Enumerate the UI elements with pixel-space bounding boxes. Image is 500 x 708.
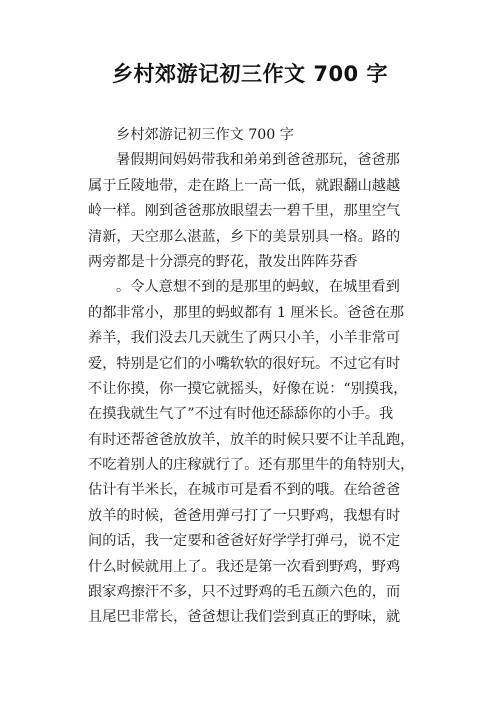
- paragraph-line: 且尾巴非常长，爸爸想让我们尝到真正的野味，就: [88, 609, 401, 626]
- document-title: 乡村郊游记初三作文 700 字: [112, 62, 388, 86]
- paragraph-line: 爱，特别是它们的小嘴软软的很好玩。不过它有时: [88, 355, 401, 372]
- paragraph-line: 岭一样。刚到爸爸那放眼望去一碧千里，那里空气: [88, 203, 401, 220]
- paragraph-line: 估计有半米长，在城市可是看不到的哦。在给爸爸: [88, 482, 401, 499]
- paragraph-line: 清新，天空那么湛蓝，乡下的美景别具一格。路的: [88, 228, 401, 245]
- subtitle-line: 乡村郊游记初三作文 700 字: [116, 127, 294, 143]
- paragraph-line: 间的话，我一定要和爸爸好好学学打弹弓，说不定: [88, 533, 401, 550]
- paragraph-line: 不吃着别人的庄稼就行了。还有那里牛的角特别大，: [88, 457, 415, 474]
- paragraph-line: 养羊，我们没去几天就生了两只小羊，小羊非常可: [88, 330, 401, 347]
- paragraph-line: 两旁都是十分漂亮的野花，散发出阵阵芬香: [88, 253, 358, 270]
- paragraph-line: 什么时候就用上了。我还是第一次看到野鸡，野鸡: [88, 558, 401, 575]
- paragraph-line: 在摸我就生气了”不过有时他还舔舔你的小手。我: [88, 406, 394, 423]
- paragraph-line: 跟家鸡擦汗不多，只不过野鸡的毛五颜六色的，而: [88, 584, 401, 601]
- paragraph-line: 有时还帮爸爸放放羊，放羊的时候只要不让羊乱跑，: [88, 431, 415, 448]
- paragraph-line: 属于丘陵地带，走在路上一高一低，就跟翻山越越: [88, 177, 401, 194]
- paragraph-line: 放羊的时候，爸爸用弹弓打了一只野鸡，我想有时: [88, 507, 401, 524]
- paragraph-line: 的都非常小，那里的蚂蚁都有 1 厘米长。爸爸在那: [88, 304, 404, 321]
- paragraph-line: 暑假期间妈妈带我和弟弟到爸爸那玩，爸爸那: [116, 152, 400, 169]
- paragraph-line: 。令人意想不到的是那里的蚂蚁，在城里看到: [116, 279, 400, 296]
- paragraph-line: 不让你摸，你一摸它就摇头，好像在说：“别摸我，: [88, 380, 408, 397]
- document-body: [88, 123, 418, 631]
